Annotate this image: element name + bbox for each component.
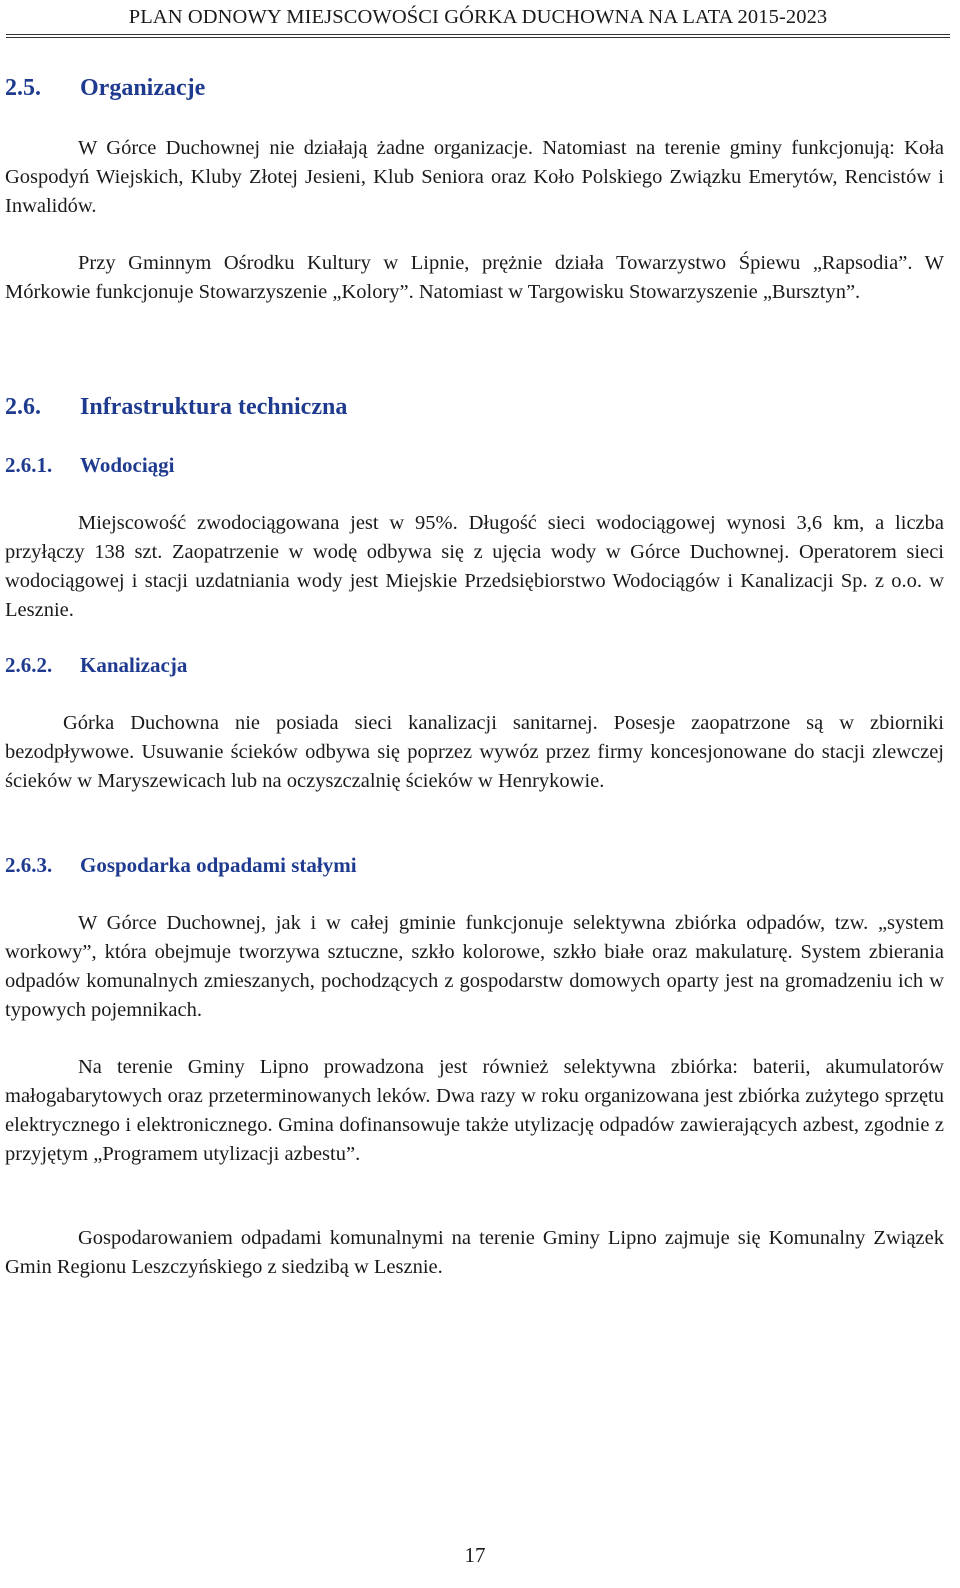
section-heading-2-5 bbox=[5, 75, 205, 102]
section-number: 2.6.1. bbox=[5, 453, 53, 477]
section-number: 2.5. bbox=[5, 75, 41, 101]
section-title: Infrastruktura techniczna bbox=[80, 394, 348, 420]
section-title: Gospodarka odpadami stałymi bbox=[80, 853, 357, 877]
section-number: 2.6.3. bbox=[5, 853, 53, 877]
section-title: Wodociągi bbox=[80, 453, 175, 477]
paragraph-water-supply: Miejscowość zwodociągowana jest w 95%. Długość sieci wodociągowej wynosi 3,6 km, a liczba przyłączy 138 szt. Zaopatrzenie w wodę odbywa się z ujęcia wody w Górce Duchownej. Operatorem sieci wodociągowej i stacji uzdatniania wody jest Miejskie Przedsiębiorstwo Wodociągów i Kanalizacji Sp. z o.o. w Lesznie. bbox=[5, 512, 944, 621]
section-heading-2-6-1 bbox=[5, 453, 175, 478]
section-number: 2.6. bbox=[5, 394, 41, 420]
paragraph-waste-2: Na terenie Gminy Lipno prowadzona jest również selektywna zbiórka: baterii, akumulatorów małogabarytowych oraz przeterminowanych leków. Dwa razy w roku organizowana jest zbiórka zużytego sprzętu elektrycznego i elektronicznego. Gmina dofinansowuje także utylizację odpadów zawierających azbest, zgodnie z przyjętym „Programem utylizacji azbestu”. bbox=[5, 1056, 944, 1165]
paragraph-waste-1: W Górce Duchownej, jak i w całej gminie funkcjonuje selektywna zbiórka odpadów, tzw. „system workowy”, która obejmuje tworzywa sztuczne, szkło kolorowe, szkło białe oraz makulaturę. System zbierania odpadów komunalnych zmieszanych, pochodzących z gospodarstw domowych oparty jest na gromadzeniu ich w typowych pojemnikach. bbox=[5, 912, 944, 1021]
page-number: 17 bbox=[464, 1543, 486, 1567]
section-heading-2-6 bbox=[5, 394, 347, 421]
paragraph-waste-3: Gospodarowaniem odpadami komunalnymi na terenie Gminy Lipno zajmuje się Komunalny Związek Gmin Regionu Leszczyńskiego z siedzibą w Lesznie. bbox=[5, 1227, 944, 1278]
paragraph-organizations-2: Przy Gminnym Ośrodku Kultury w Lipnie, prężnie działa Towarzystwo Śpiewu „Rapsodia”. W Mórkowie funkcjonuje Stowarzyszenie „Kolory”. Natomiast w Targowisku Stowarzyszenie „Bursztyn”. bbox=[5, 252, 944, 303]
section-title: Kanalizacja bbox=[80, 653, 188, 677]
running-header-title: PLAN ODNOWY MIEJSCOWOŚCI GÓRKA DUCHOWNA NA LATA 2015-2023 bbox=[128, 6, 828, 28]
running-header bbox=[6, 0, 950, 38]
paragraph-sewerage: Górka Duchowna nie posiada sieci kanalizacji sanitarnej. Posesje zaopatrzone są w zbiorniki bezodpływowe. Usuwanie ścieków odbywa się poprzez wywóz przez firmy koncesjonowane do stacji zlewczej ścieków w Maryszewicach lub na oczyszczalnię ścieków w Henrykowie. bbox=[5, 712, 944, 792]
section-title: Organizacje bbox=[80, 75, 206, 101]
section-heading-2-6-3 bbox=[5, 853, 357, 878]
paragraph-organizations-1: W Górce Duchownej nie działają żadne organizacje. Natomiast na terenie gminy funkcjonują: Koła Gospodyń Wiejskich, Kluby Złotej Jesieni, Klub Seniora oraz Koło Polskiego Związku Emerytów, Rencistów i Inwalidów. bbox=[5, 137, 944, 217]
section-number: 2.6.2. bbox=[5, 653, 53, 677]
section-heading-2-6-2 bbox=[5, 653, 187, 678]
